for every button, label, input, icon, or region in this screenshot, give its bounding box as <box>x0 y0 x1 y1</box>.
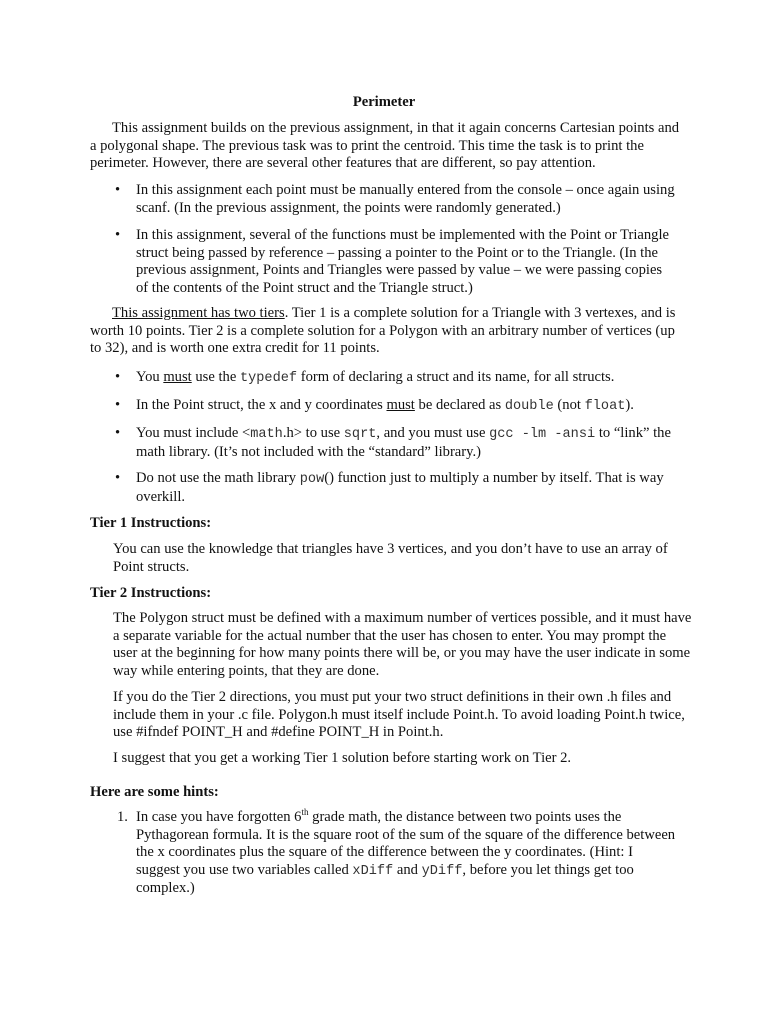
text-run: () function just to multiply a number by itself. That is way overkill. <box>136 470 664 505</box>
emphasis-text: must <box>386 397 415 413</box>
code-text: typedef <box>239 371 298 386</box>
list-item-text <box>136 470 676 506</box>
text-run: (not <box>553 397 585 413</box>
tiers-text: . Tier 1 is a complete solution for a Triangle with 3 vertexes, and is worth 10 points. Tier 2 is a complete solution for a Polygon with an arbitrary number of vertices (up to 32), and is worth one extra credit for 11 points. <box>90 305 676 357</box>
tier2-heading: Tier 2 Instructions: <box>90 585 212 601</box>
page-title: Perimeter <box>352 94 416 110</box>
text-run: to “link” the math library. (It’s not included with the “standard” library.) <box>136 425 671 460</box>
code-text: gcc -lm -ansi <box>489 427 596 442</box>
code-text: yDiff <box>421 863 463 879</box>
text-run: and <box>393 861 422 878</box>
text-run: Do not use the math library <box>136 470 300 486</box>
list-number: 1. <box>117 809 128 825</box>
bullet-icon: • <box>115 470 121 486</box>
bullet-icon: • <box>115 397 121 413</box>
tiers-paragraph <box>90 305 680 358</box>
text-run: You <box>136 369 164 385</box>
list-item-text <box>136 369 676 388</box>
text-run: You must include < <box>136 425 251 441</box>
text-run: In the Point struct, the x and y coordinates <box>136 397 387 413</box>
bullet-icon: • <box>115 369 121 385</box>
list-item-text <box>136 425 676 461</box>
tiers-underlined-text: This assignment has two tiers <box>112 305 285 321</box>
bullet-icon: • <box>115 425 121 441</box>
list-item-text: In this assignment, several of the functions must be implemented with the Point or Triangle struct being passed by reference – passing a pointer to the Point or to the Triangle. (In the previous assignment, Points and Triangles were passed by value – we were passing copies of the contents of the Point struct and the Triangle struct.) <box>136 227 670 296</box>
tier2-paragraph-2: If you do the Tier 2 directions, you must put your two struct definitions in their own .h files and include them in your .c file. Polygon.h must itself include Point.h. To avoid loading Point.h twice, use #ifndef POINT_H and #define POINT_H in Point.h. <box>113 689 685 741</box>
code-text: pow <box>299 472 325 487</box>
text-run: be declared as <box>414 397 505 413</box>
text-run: , and you must use <box>376 425 490 441</box>
code-text: math <box>250 427 283 442</box>
text-run: ). <box>625 397 634 413</box>
list-item-text: In this assignment each point must be manually entered from the console – once again using scanf. (In the previous assignment, the points were randomly generated.) <box>136 182 675 216</box>
hints-heading: Here are some hints: <box>90 784 219 800</box>
text-run: form of declaring a struct and its name, for all structs. <box>297 369 615 385</box>
code-text: xDiff <box>352 863 394 879</box>
tier1-text: You can use the knowledge that triangles have 3 vertices, and you don’t have to use an array of Point structs. <box>113 541 668 575</box>
bullet-icon: • <box>115 182 121 198</box>
code-text: double <box>504 399 554 414</box>
code-text: sqrt <box>343 427 377 442</box>
text-run: use the <box>191 369 240 385</box>
tier1-heading: Tier 1 Instructions: <box>90 515 212 531</box>
emphasis-text: must <box>163 369 192 385</box>
list-item-text <box>136 397 676 416</box>
tier2-paragraph-1: The Polygon struct must be defined with a maximum number of vertices possible, and it must have a separate variable for the actual number that the user has chosen to enter. You may prompt the user at the beginning for how many points there will be, or you may have the user indicate in some way while entering points, that they are done. <box>113 610 692 679</box>
text-run: In case you have forgotten 6 <box>136 809 302 825</box>
code-text: float <box>584 399 626 414</box>
tier2-paragraph-3: I suggest that you get a working Tier 1 solution before starting work on Tier 2. <box>113 750 572 766</box>
text-run: .h> to use <box>282 425 344 441</box>
bullet-icon: • <box>115 227 121 243</box>
superscript-text: th <box>301 807 309 818</box>
text-run: grade math, the distance between two points uses the Pythagorean formula. It is the square root of the sum of the square of the difference between the x coordinates plus the square of the difference between the y coordinates. (Hint: I suggest you use two variables called <box>136 809 676 878</box>
list-item-text <box>136 809 676 898</box>
intro-paragraph: This assignment builds on the previous assignment, in that it again concerns Cartesian points and a polygonal shape. The previous task was to print the centroid. This time the task is to print the perimeter. However, there are several other features that are different, so pay attention. <box>90 120 680 172</box>
text-run: , before you let things get too complex.) <box>136 861 634 897</box>
